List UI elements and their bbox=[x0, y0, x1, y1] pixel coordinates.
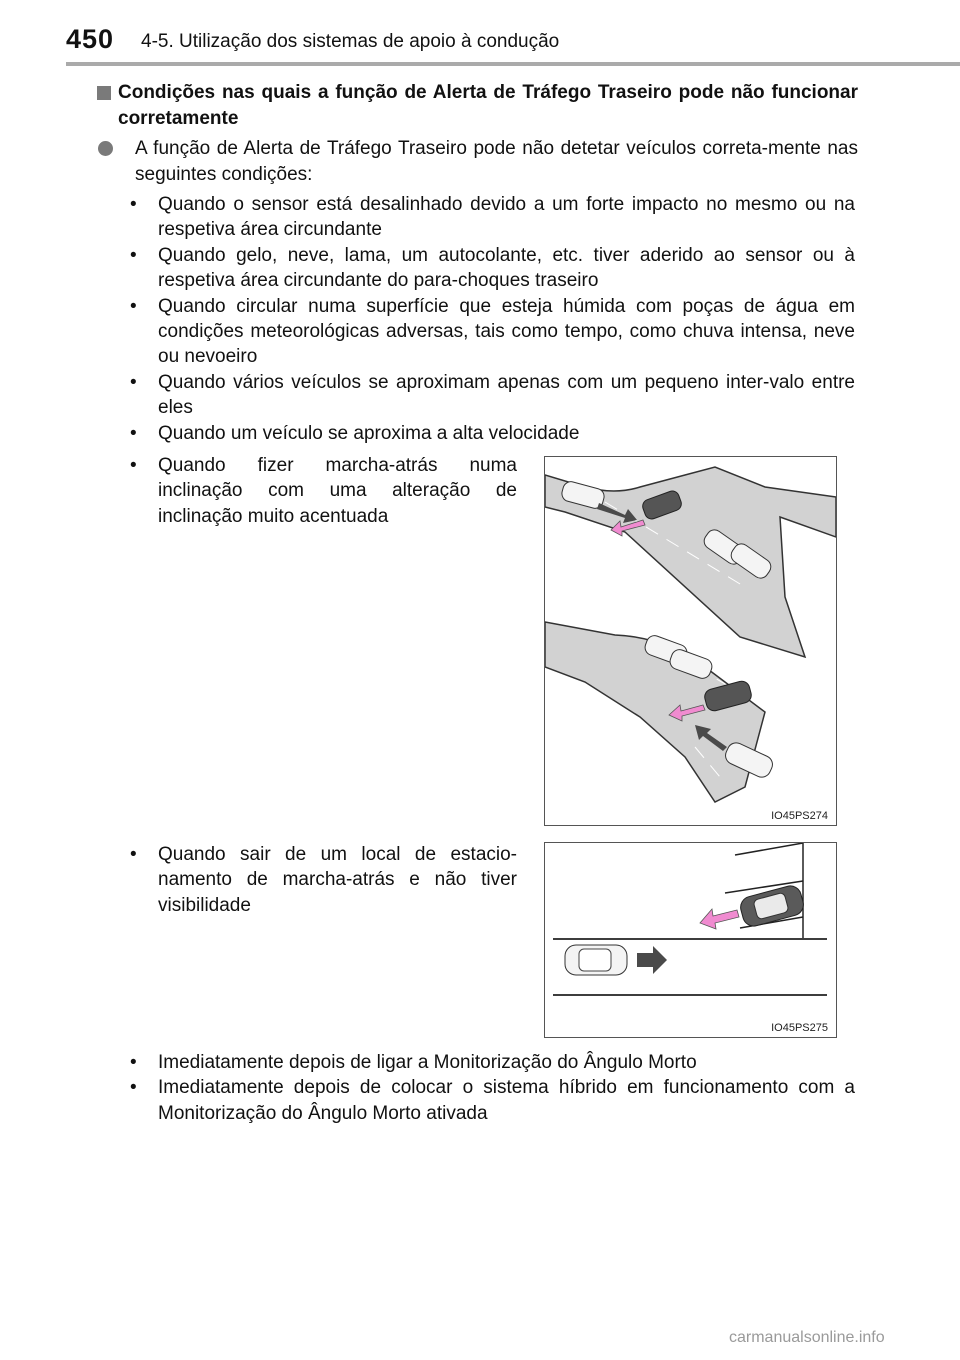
list-item-text: Quando vários veículos se aproximam apenas com um pequeno inter-valo entre eles bbox=[158, 371, 855, 419]
list-item bbox=[125, 421, 855, 446]
chapter-title: 4-5. Utilização dos sistemas de apoio à condução bbox=[141, 31, 560, 52]
header-rule bbox=[66, 62, 960, 66]
list-item-text: Quando fizer marcha-atrás numa inclinação com uma alteração de inclinação muito acentuada bbox=[158, 455, 517, 527]
arrow-icon bbox=[637, 946, 667, 974]
list-item-text: Imediatamente depois de colocar o sistema híbrido em funcionamento com a Monitorização do Ângulo Morto ativada bbox=[158, 1077, 855, 1124]
section-title: Condições nas quais a função de Alerta de Tráfego Traseiro pode não funcionar corretamente bbox=[118, 82, 858, 129]
bullet-glyph: • bbox=[130, 244, 137, 266]
watermark: carmanualsonline.info bbox=[729, 1329, 885, 1346]
bullet-dot-icon bbox=[98, 141, 113, 156]
slope-figure bbox=[544, 456, 837, 826]
section-square-icon bbox=[97, 86, 111, 100]
list-item-text: Quando gelo, neve, lama, um autocolante, etc. tiver aderido ao sensor ou à respetiva área circundante do para-choques traseiro bbox=[158, 244, 855, 292]
list-item bbox=[125, 842, 517, 918]
arrow-icon bbox=[700, 909, 739, 929]
list-item bbox=[125, 1050, 855, 1075]
parking-figure bbox=[544, 842, 837, 1038]
slope-illustration bbox=[545, 457, 836, 825]
bullet-glyph: • bbox=[130, 1052, 137, 1073]
bullet-glyph: • bbox=[130, 844, 137, 865]
bullet-glyph: • bbox=[130, 194, 137, 215]
car-icon bbox=[565, 945, 627, 975]
list-item-text: Quando um veículo se aproxima a alta velocidade bbox=[158, 422, 580, 444]
final-condition-list bbox=[125, 1050, 855, 1126]
list-item bbox=[125, 294, 855, 370]
bullet-glyph: • bbox=[130, 455, 137, 476]
bullet-glyph: • bbox=[130, 371, 137, 393]
list-item bbox=[125, 453, 517, 529]
figure-code: IO45PS275 bbox=[771, 1022, 828, 1034]
section-heading bbox=[98, 80, 858, 132]
parking-condition bbox=[125, 842, 517, 918]
list-item bbox=[125, 243, 855, 294]
page-header bbox=[0, 0, 960, 62]
lead-paragraph bbox=[98, 136, 858, 188]
list-item bbox=[125, 1075, 855, 1126]
car-icon bbox=[738, 883, 806, 928]
slope-condition bbox=[125, 453, 517, 529]
list-item-text: Quando o sensor está desalinhado devido a um forte impacto no mesmo ou na respetiva área circundante bbox=[158, 194, 855, 241]
bullet-glyph: • bbox=[130, 295, 137, 317]
list-item bbox=[125, 370, 855, 421]
condition-list bbox=[125, 192, 855, 446]
list-item-text: Imediatamente depois de ligar a Monitorização do Ângulo Morto bbox=[158, 1052, 697, 1073]
figure-code: IO45PS274 bbox=[771, 810, 828, 822]
bullet-glyph: • bbox=[130, 1077, 137, 1099]
list-item bbox=[125, 192, 855, 243]
parking-illustration bbox=[545, 843, 836, 1037]
bullet-glyph: • bbox=[130, 422, 137, 444]
page-number: 450 bbox=[66, 24, 115, 54]
lead-text: A função de Alerta de Tráfego Traseiro pode não detetar veículos correta-mente nas seguintes condições: bbox=[135, 138, 858, 185]
list-item-text: Quando sair de um local de estacio-namento de marcha-atrás e não tiver visibilidade bbox=[158, 844, 517, 916]
list-item-text: Quando circular numa superfície que esteja húmida com poças de água em condições meteorológicas adversas, tais como tempo, como chuva intensa, neve ou nevoeiro bbox=[158, 295, 855, 368]
